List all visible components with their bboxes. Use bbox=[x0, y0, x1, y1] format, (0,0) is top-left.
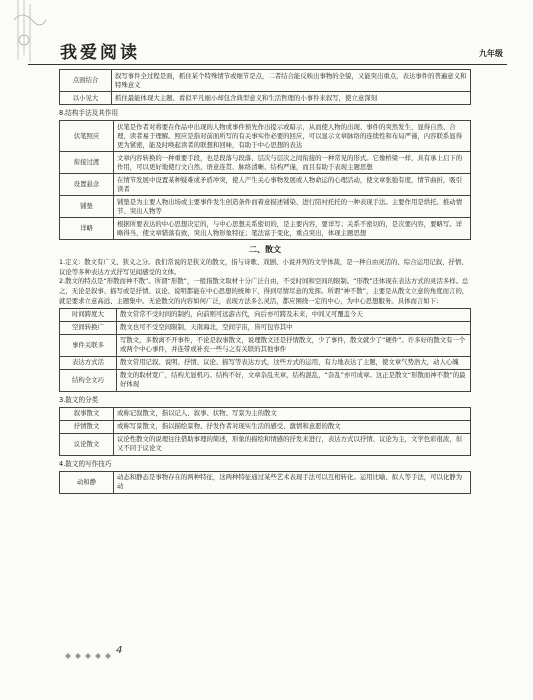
definition-cell: 叙写事件全过程是面，抓住某个特殊情节或细节是点，二者结合能反映出事物的全貌，又能突出重点，表达事件的普遍意义和特殊意义 bbox=[112, 70, 471, 92]
term-cell: 衔接过渡 bbox=[60, 152, 114, 174]
decorative-pattern-icon bbox=[10, 0, 50, 66]
intro-paragraph: 2.散文的特点是“形散而神不散”。所谓“形散”，一般指散文取材十分广泛自由，不受时间和空间的限制。“形散”还体现在表达方式的灵活多样。总之，无论是叙事、描写或是抒情、议论、说明都能在中心思想的统帅下，得到尽情尽意的发挥。所谓“神不散”，主要是从散文立意的角度而言的，就是要求立意高远、主题集中。无论散文的内容如何广泛，表现方法多么灵活，都应围绕一定的中心，为中心思想服务。具体而言如下： bbox=[59, 277, 469, 305]
definition-cell: 动态和静态是事物存在的两种特征，这两种特征通过某些艺术表现手法可以互相转化。运用比喻、拟人等手法，可以化静为动 bbox=[114, 471, 471, 493]
term-cell: 空间转换广 bbox=[60, 321, 117, 334]
term-cell: 结构全文巧 bbox=[60, 369, 117, 391]
brand-title: 我爱阅读 bbox=[60, 43, 140, 63]
table-row bbox=[60, 433, 471, 455]
table-row bbox=[60, 334, 471, 356]
structure-table bbox=[59, 120, 471, 240]
table-row bbox=[60, 369, 471, 391]
term-cell: 叙事散文 bbox=[60, 407, 114, 420]
term-cell: 抒情散文 bbox=[60, 420, 114, 433]
definition-cell: 或称记叙散文，指以记人、叙事、状物、写景为主的散文 bbox=[114, 407, 471, 420]
technique-table-1 bbox=[59, 69, 471, 105]
subheading-structure: 8.结构手法及其作用 bbox=[59, 109, 119, 117]
term-cell: 铺垫 bbox=[60, 196, 114, 218]
term-cell: 事件关联多 bbox=[60, 334, 117, 356]
term-cell: 表达方式活 bbox=[60, 356, 117, 369]
table-row bbox=[60, 92, 471, 105]
page-header bbox=[0, 0, 533, 70]
table-row bbox=[60, 356, 471, 369]
term-cell: 设置悬念 bbox=[60, 174, 114, 196]
definition-cell: 议论性散文的说理往往借助事理的简述，形象的描绘和情感的抒发来进行，表达方式以抒情、议论为主，文学色彩很浓，但又不同于议论文 bbox=[114, 433, 471, 455]
term-cell: 时间跨度大 bbox=[60, 308, 117, 321]
intro-paragraph: 1.定义：散文有广义、狭义之分。我们常说的是狭义的散文，指与诗歌、戏剧、小说并列的文学体裁，是一种自由灵活的、综合运用记叙、抒情、议论等多种表达方式抒写见闻感受的文体。 bbox=[59, 258, 468, 276]
page-content bbox=[59, 69, 471, 494]
term-cell: 议论散文 bbox=[60, 433, 114, 455]
decorative-dots-icon bbox=[62, 651, 112, 661]
table-row bbox=[60, 308, 471, 321]
definition-cell: 抓住最能体现大主题、看似平凡细小却包含典型意义和生活哲理的小事件来叙写，使立意深刻 bbox=[112, 92, 471, 105]
subheading-classification: 3.散文的分类 bbox=[59, 395, 99, 404]
writing-skills-table bbox=[59, 471, 471, 494]
term-cell: 点面结合 bbox=[60, 70, 112, 92]
definition-cell: 散文常用记叙、说明、抒情、议论、描写等表达方式，这些方式的运用，有力地表达了主题，使文章气势浩大，动人心魄 bbox=[117, 356, 471, 369]
definition-cell: 文章内容转换的一种重要手段，也是段落与段落、层次与层次之间衔接的一种常见的形式。它像桥梁一样，具有承上启下的作用，可以更好地使行文自然、语意连贯、脉络清晰、结构严谨，而且有助于表现主题思想 bbox=[114, 152, 471, 174]
term-cell: 伏笔照应 bbox=[60, 121, 114, 152]
definition-cell: 铺垫是为主要人物出场或主要事件发生创造条件而着意描述铺染、进行陪衬托托的一种表现手法。主要作用是烘托、推动情节、突出人物等 bbox=[114, 196, 471, 218]
definition-cell: 散文常常不受时间的制约，向前则可远游古代，向后亦可跨及未来，中间又可覆盖今天 bbox=[117, 308, 471, 321]
definition-cell: 根据所要表达的中心思想决定的，与中心思想关系密切的，是主要内容，要详写；关系不密切的，是次要内容，要略写。详略得当，使文章错落有致，突出人物形象特征；笔法富于变化，重点突出，体现主题思想 bbox=[114, 218, 471, 240]
table-row bbox=[60, 174, 471, 196]
prose-features-table bbox=[59, 308, 471, 392]
table-row bbox=[60, 70, 471, 92]
table-row bbox=[60, 321, 471, 334]
definition-cell: 散文也可不受空间限制，天南海北，空间宇宙，皆可包容其中 bbox=[117, 321, 471, 334]
term-cell: 以小见大 bbox=[60, 92, 112, 105]
grade-label: 九年级 bbox=[479, 49, 503, 58]
table-row bbox=[60, 196, 471, 218]
subheading-writing-skills: 4.散文的写作技巧 bbox=[59, 459, 112, 468]
table-row bbox=[60, 407, 471, 420]
definition-cell: 写散文，多数离不开事件，不论是叙事散文，说理散文还是抒情散文，少了事件，散文就少了“硬件”。许多好的散文有一个或两个中心事件，并连带或补充一些与之有关联的其他事件 bbox=[117, 334, 471, 356]
table-row bbox=[60, 218, 471, 240]
term-cell: 详略 bbox=[60, 218, 114, 240]
section-title: 二、散文 bbox=[249, 245, 281, 254]
table-row bbox=[60, 420, 471, 433]
table-row bbox=[60, 121, 471, 152]
definition-cell: 散文的取材宽广，结构尤显机巧。结构不好，文章杂乱无章，结构混乱，“杂乱”亦可成章。这正是散文“形散而神不散”的最好体现 bbox=[117, 369, 471, 391]
table-row bbox=[60, 471, 471, 493]
prose-types-table bbox=[59, 407, 471, 456]
definition-cell: 或称写景散文，指以描绘景物、抒发作者对现实生活的感受、激情和意愿的散文 bbox=[114, 420, 471, 433]
table-row bbox=[60, 152, 471, 174]
definition-cell: 伏笔是作者对将要在作品中出现的人物或事件预先作出提示或暗示，从而使人物的出现、事件的突然发生，显得自然、合理，读者易于理解。照应是指对前面所写的有关事实作必要的回应，可以显示文章脉络的连续性和布局严谨，内容联系显得更为紧密，能及时唤起读者的联想和回味，有助于中心思想的表达 bbox=[114, 121, 471, 152]
term-cell: 动和静 bbox=[60, 471, 114, 493]
definition-cell: 在情节发展中设置某种疑难或矛盾冲突，使人产生关心事物发展或人物命运的心理活动，使文章张弛有度，情节曲折，吸引读者 bbox=[114, 174, 471, 196]
page-number: 4 bbox=[116, 645, 123, 656]
header-divider bbox=[28, 64, 507, 65]
